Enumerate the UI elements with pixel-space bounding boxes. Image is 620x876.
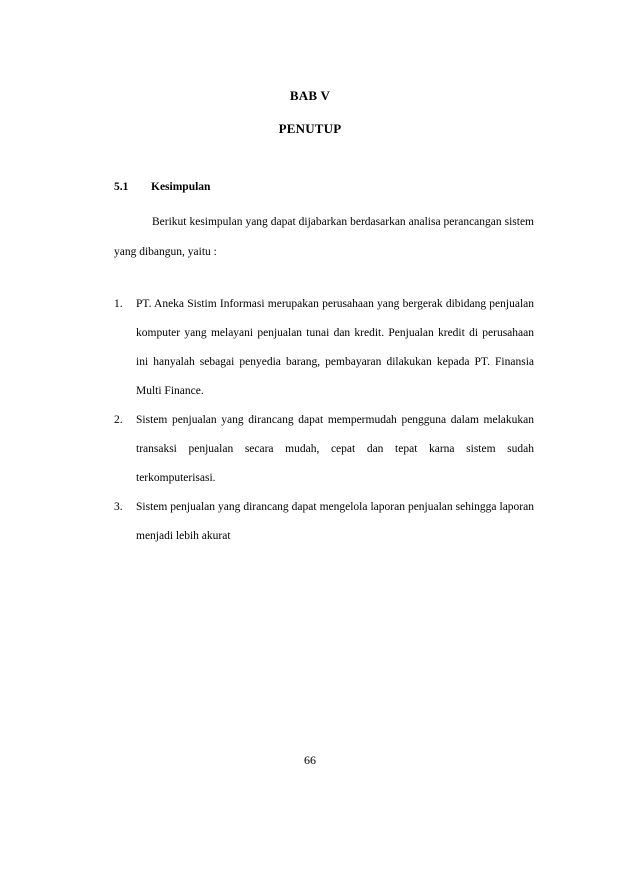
intro-paragraph: Berikut kesimpulan yang dapat dijabarkan berdasarkan analisa perancangan sistem yang dibangun, yaitu : bbox=[114, 216, 534, 258]
list-item-marker: 3. bbox=[114, 501, 123, 513]
section-number: 5.1 bbox=[114, 181, 129, 193]
list-item-text: Sistem penjualan yang dirancang dapat mengelola laporan penjualan sehingga laporan menjadi lebih akurat bbox=[136, 501, 534, 542]
section-title: Kesimpulan bbox=[151, 181, 211, 193]
list-item-marker: 2. bbox=[114, 414, 123, 426]
list-item-text: Sistem penjualan yang dirancang dapat mempermudah pengguna dalam melakukan transaksi penjualan secara mudah, cepat dan tepat karna sistem sudah terkomputerisasi. bbox=[136, 414, 534, 484]
list-item-marker: 1. bbox=[114, 298, 123, 310]
chapter-title: PENUTUP bbox=[278, 121, 342, 136]
list-item bbox=[114, 493, 534, 551]
conclusion-list bbox=[114, 290, 534, 551]
list-item-text: PT. Aneka Sistim Informasi merupakan perusahaan yang bergerak dibidang penjualan komputer yang melayani penjualan tunai dan kredit. Penjualan kredit di perusahaan ini hanyalah sebagai penyedia barang, pembayaran dilakukan kepada PT. Finansia Multi Finance. bbox=[136, 298, 534, 397]
list-item bbox=[114, 406, 534, 493]
page-number: 66 bbox=[304, 753, 316, 767]
chapter-label: BAB V bbox=[289, 88, 331, 103]
list-item bbox=[114, 290, 534, 406]
section-heading bbox=[114, 181, 210, 193]
